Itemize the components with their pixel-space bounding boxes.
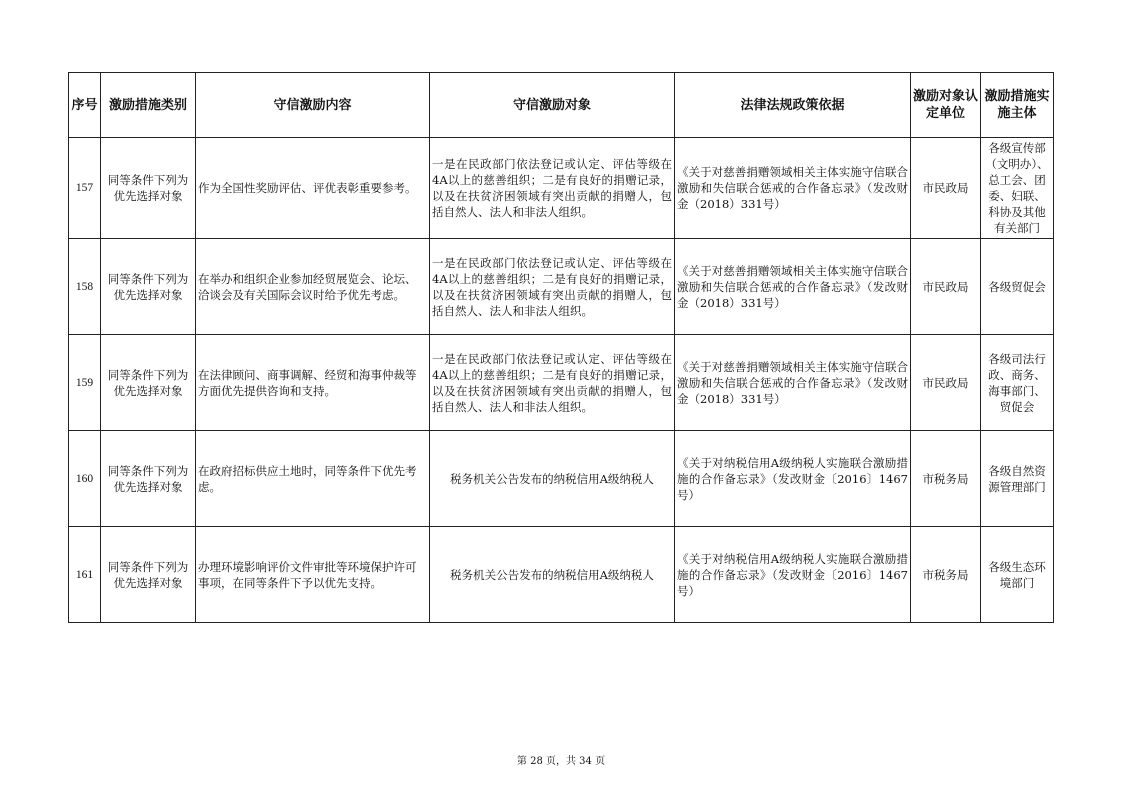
table-header-row: [69, 73, 1054, 138]
cell-content: 作为全国性奖励评估、评优表彰重要参考。: [196, 138, 430, 239]
cell-target: 一是在民政部门依法登记或认定、评估等级在4A以上的慈善组织；二是有良好的捐赠记录，以及在扶贫济困领域有突出贡献的捐赠人，包括自然人、法人和非法人组织。: [430, 138, 675, 239]
cell-implementer: 各级宣传部（文明办）、总工会、团委、妇联、科协及其他有关部门: [981, 138, 1054, 239]
header-no: 序号: [69, 73, 101, 138]
cell-basis: 《关于对慈善捐赠领域相关主体实施守信联合激励和失信联合惩戒的合作备忘录》（发改财金（2018）331号）: [675, 335, 911, 431]
table-row: [69, 335, 1054, 431]
cell-no: 161: [69, 527, 101, 623]
cell-category: 同等条件下列为优先选择对象: [101, 527, 196, 623]
cell-category: 同等条件下列为优先选择对象: [101, 431, 196, 527]
cell-unit: 市税务局: [911, 431, 981, 527]
cell-implementer: 各级自然资源管理部门: [981, 431, 1054, 527]
header-basis: 法律法规政策依据: [675, 73, 911, 138]
cell-target: 税务机关公告发布的纳税信用A级纳税人: [430, 431, 675, 527]
header-content: 守信激励内容: [196, 73, 430, 138]
cell-basis: 《关于对慈善捐赠领域相关主体实施守信联合激励和失信联合惩戒的合作备忘录》（发改财金（2018）331号）: [675, 239, 911, 335]
header-implementer: 激励措施实施主体: [981, 73, 1054, 138]
page-footer: 第 28 页，共 34 页: [516, 756, 606, 767]
header-unit: 激励对象认定单位: [911, 73, 981, 138]
cell-content: 办理环境影响评价文件审批等环境保护许可事项，在同等条件下予以优先支持。: [196, 527, 430, 623]
cell-unit: 市民政局: [911, 335, 981, 431]
cell-category: 同等条件下列为优先选择对象: [101, 239, 196, 335]
cell-basis: 《关于对纳税信用A级纳税人实施联合激励措施的合作备忘录》（发改财金〔2016〕1467号）: [675, 431, 911, 527]
cell-content: 在政府招标供应土地时，同等条件下优先考虑。: [196, 431, 430, 527]
cell-category: 同等条件下列为优先选择对象: [101, 335, 196, 431]
cell-content: 在举办和组织企业参加经贸展览会、论坛、洽谈会及有关国际会议时给予优先考虑。: [196, 239, 430, 335]
cell-no: 157: [69, 138, 101, 239]
cell-basis: 《关于对纳税信用A级纳税人实施联合激励措施的合作备忘录》（发改财金〔2016〕1467号）: [675, 527, 911, 623]
cell-content: 在法律顾问、商事调解、经贸和海事仲裁等方面优先提供咨询和支持。: [196, 335, 430, 431]
cell-target: 一是在民政部门依法登记或认定、评估等级在4A以上的慈善组织；二是有良好的捐赠记录，以及在扶贫济困领域有突出贡献的捐赠人，包括自然人、法人和非法人组织。: [430, 335, 675, 431]
cell-target: 税务机关公告发布的纳税信用A级纳税人: [430, 527, 675, 623]
cell-unit: 市民政局: [911, 239, 981, 335]
cell-target: 一是在民政部门依法登记或认定、评估等级在4A以上的慈善组织；二是有良好的捐赠记录，以及在扶贫济困领域有突出贡献的捐赠人，包括自然人、法人和非法人组织。: [430, 239, 675, 335]
header-target: 守信激励对象: [430, 73, 675, 138]
cell-unit: 市税务局: [911, 527, 981, 623]
cell-no: 160: [69, 431, 101, 527]
cell-implementer: 各级司法行政、商务、海事部门、贸促会: [981, 335, 1054, 431]
table-row: [69, 239, 1054, 335]
cell-unit: 市民政局: [911, 138, 981, 239]
cell-category: 同等条件下列为优先选择对象: [101, 138, 196, 239]
table-row: [69, 527, 1054, 623]
cell-no: 158: [69, 239, 101, 335]
cell-implementer: 各级生态环境部门: [981, 527, 1054, 623]
incentive-measures-table: [68, 72, 1054, 623]
cell-no: 159: [69, 335, 101, 431]
table-row: [69, 431, 1054, 527]
cell-basis: 《关于对慈善捐赠领域相关主体实施守信联合激励和失信联合惩戒的合作备忘录》（发改财金（2018）331号）: [675, 138, 911, 239]
cell-implementer: 各级贸促会: [981, 239, 1054, 335]
header-category: 激励措施类别: [101, 73, 196, 138]
table-row: [69, 138, 1054, 239]
